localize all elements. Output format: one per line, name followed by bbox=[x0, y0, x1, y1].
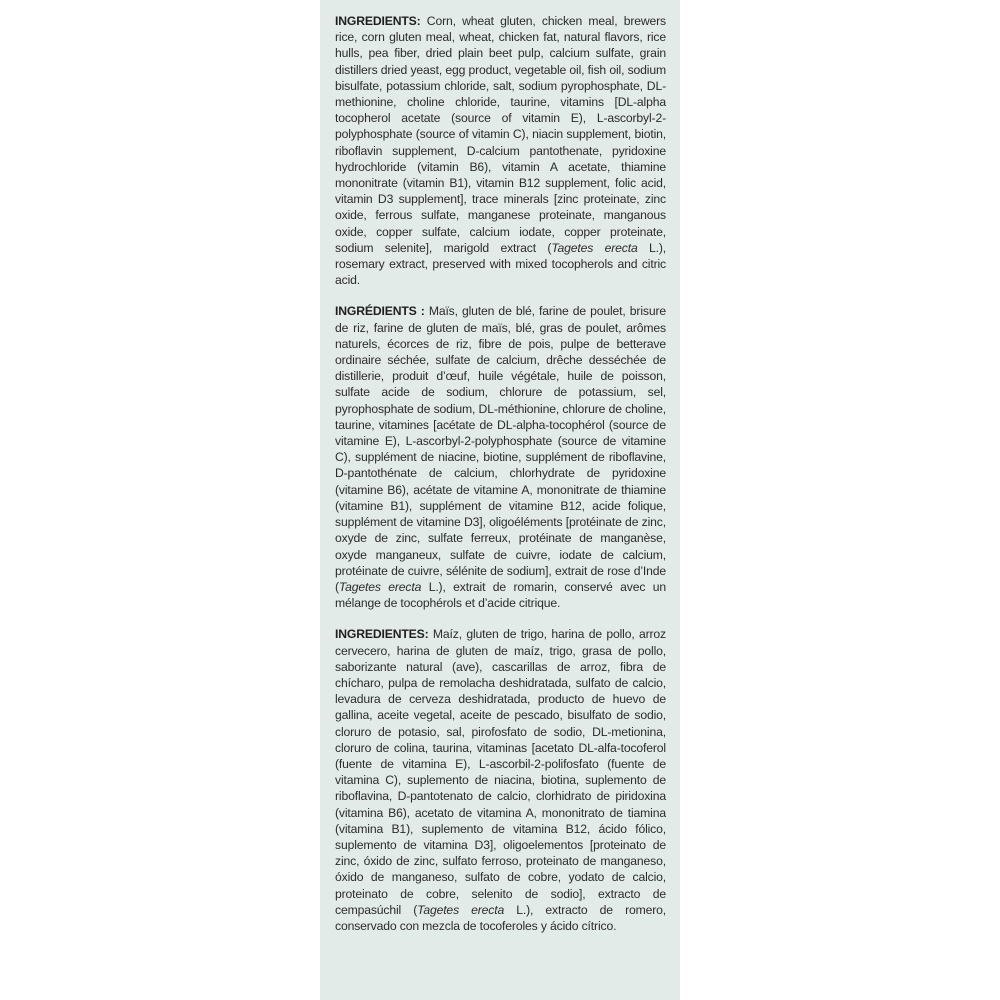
ingredients-text-es-part2: L.), extracto de romero, conservado con mezcla de tocoferoles y ácido cítrico. bbox=[335, 902, 667, 933]
ingredients-heading-fr: INGRÉDIENTS : bbox=[335, 304, 425, 319]
ingredients-spanish bbox=[335, 626, 666, 934]
ingredients-text-en-part1: Corn, wheat gluten, chicken meal, brewers rice, corn gluten meal, wheat, chicken fat, natural flavors, rice hulls, pea fiber, dried plain beet pulp, calcium sulfate, grain distillers dried yeast, egg product, vegetable oil, fish oil, sodium bisulfate, potassium chloride, salt, sodium pyrophosphate, DL-methionine, choline chloride, taurine, vitamins [DL-alpha tocopherol acetate (source of vitamin E), L-ascorbyl-2-polyphosphate (source of vitamin C), niacin supplement, biotin, riboflavin supplement, D-calcium pantothenate, pyridoxine hydrochloride (vitamin B6), vitamin A acetate, thiamine mononitrate (vitamin B1), vitamin B12 supplement, folic acid, vitamin D3 supplement], trace minerals [zinc proteinate, zinc oxide, ferrous sulfate, manganese proteinate, manganous oxide, copper sulfate, calcium iodate, copper proteinate, sodium selenite], marigold extract ( bbox=[335, 14, 666, 255]
ingredients-text-es-part1: Maíz, gluten de trigo, harina de pollo, arroz cervecero, harina de gluten de maíz, trigo, grasa de pollo, saborizante natural (ave), cascarillas de arroz, fibra de chícharo, pulpa de remolacha deshidratada, sulfato de calcio, levadura de cerveza deshidratada, producto de huevo de gallina, aceite vegetal, aceite de pescado, bisulfato de sodio, cloruro de potasio, sal, pirofosfato de sodio, DL-metionina, cloruro de colina, taurina, vitaminas [acetato DL-alfa-tocoferol (fuente de vitamina E), L-ascorbil-2-polifosfato (fuente de vitamina C), suplemento de niacina, biotina, suplemento de riboflavina, D-pantotenato de calcio, clorhidrato de piridoxina (vitamina B6), acetato de vitamina A, mononitrato de tiamina (vitamina B1), suplemento de vitamina B12, ácido fólico, suplemento de vitamina D3], oligoelementos [proteinato de zinc, óxido de zinc, sulfato ferroso, proteinato de manganeso, óxido de manganeso, sulfato de cobre, yodato de calcio, proteinato de cobre, selenito de sodio], extracto de cempasúchil ( bbox=[335, 627, 666, 917]
ingredients-english bbox=[335, 13, 666, 288]
ingredients-label-panel bbox=[320, 0, 680, 1000]
latin-name-en: Tagetes erecta bbox=[551, 240, 638, 255]
ingredients-text-en-part2: L.), rosemary extract, preserved with mixed tocopherols and citric acid. bbox=[335, 240, 667, 288]
latin-name-fr: Tagetes erecta bbox=[338, 579, 422, 594]
ingredients-text-fr-part2: L.), extrait de romarin, conservé avec un mélange de tocophérols et d’acide citrique. bbox=[335, 579, 666, 611]
ingredients-text-fr-part1: Maïs, gluten de blé, farine de poulet, brisure de riz, farine de gluten de maïs, blé, gras de poulet, arômes naturels, écorces de riz, fibre de pois, pulpe de betterave ordinaire séchée, sulfate de calcium, drêche desséchée de distillerie, produit d’œuf, huile végétale, huile de poisson, sulfate acide de sodium, chlorure de potassium, sel, pyrophosphate de sodium, DL-méthionine, chlorure de choline, taurine, vitamines [acétate de DL-alpha-tocophérol (source de vitamine E), L-ascorbyl-2-polyphosphate (source de vitamine C), supplément de niacine, biotine, supplément de riboflavine, D-pantothénate de calcium, chlorhydrate de pyridoxine (vitamine B6), acétate de vitamine A, mononitrate de thiamine (vitamine B1), supplément de vitamine B12, acide folique, supplément de vitamine D3], oligoéléments [protéinate de zinc, oxyde de zinc, sulfate ferreux, protéinate de manganèse, oxyde manganeux, sulfate de cuivre, iodate de calcium, protéinate de cuivre, sélénite de sodium], extrait de rose d’Inde ( bbox=[335, 304, 666, 594]
ingredients-heading-en: INGREDIENTS: bbox=[335, 14, 421, 28]
ingredients-french bbox=[335, 303, 666, 611]
latin-name-es: Tagetes erecta bbox=[417, 902, 505, 917]
ingredients-heading-es: INGREDIENTES: bbox=[335, 627, 429, 642]
